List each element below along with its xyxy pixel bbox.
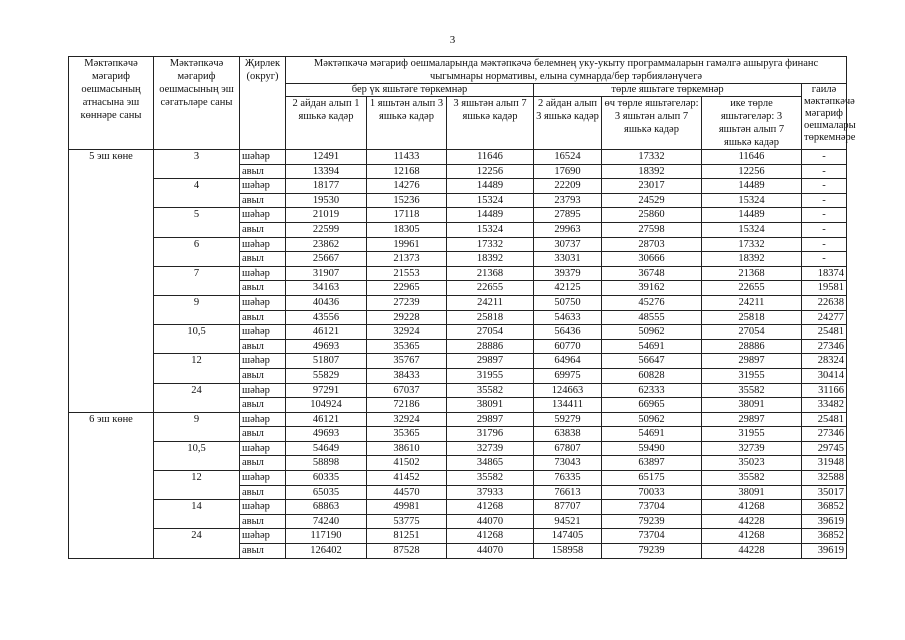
- value-cell: 68863: [286, 500, 367, 515]
- value-cell: 35582: [447, 471, 534, 486]
- value-cell: 58898: [286, 456, 367, 471]
- header-sub-col: 2 айдан алып 3 яшькә кадәр: [534, 97, 602, 150]
- value-cell: 32739: [702, 441, 802, 456]
- value-cell: 76613: [534, 485, 602, 500]
- value-cell: 19581: [802, 281, 847, 296]
- locality-cell: авыл: [240, 281, 286, 296]
- value-cell: 21553: [367, 266, 447, 281]
- value-cell: 63838: [534, 427, 602, 442]
- table-row: [69, 441, 847, 456]
- value-cell: 21373: [367, 252, 447, 267]
- locality-cell: авыл: [240, 310, 286, 325]
- value-cell: 74240: [286, 514, 367, 529]
- value-cell: 13394: [286, 164, 367, 179]
- value-cell: 46121: [286, 325, 367, 340]
- work-hours-cell: 24: [154, 529, 240, 558]
- locality-cell: шәһәр: [240, 237, 286, 252]
- value-cell: 72186: [367, 398, 447, 413]
- value-cell: 23793: [534, 193, 602, 208]
- value-cell: 25481: [802, 325, 847, 340]
- table-row: [69, 354, 847, 369]
- value-cell: 147405: [534, 529, 602, 544]
- table-row: [69, 237, 847, 252]
- work-hours-cell: 6: [154, 237, 240, 266]
- value-cell: 25860: [602, 208, 702, 223]
- locality-cell: авыл: [240, 427, 286, 442]
- value-cell: 32924: [367, 325, 447, 340]
- value-cell: 54691: [602, 339, 702, 354]
- value-cell: 67037: [367, 383, 447, 398]
- value-cell: 44228: [702, 544, 802, 559]
- locality-cell: шәһәр: [240, 354, 286, 369]
- value-cell: 76335: [534, 471, 602, 486]
- value-cell: 35767: [367, 354, 447, 369]
- value-cell: 32588: [802, 471, 847, 486]
- value-cell: 34865: [447, 456, 534, 471]
- value-cell: 46121: [286, 412, 367, 427]
- value-cell: 81251: [367, 529, 447, 544]
- value-cell: 33031: [534, 252, 602, 267]
- value-cell: 70033: [602, 485, 702, 500]
- value-cell: 97291: [286, 383, 367, 398]
- value-cell: 27598: [602, 222, 702, 237]
- value-cell: 29963: [534, 222, 602, 237]
- value-cell: 44070: [447, 544, 534, 559]
- value-cell: 12491: [286, 150, 367, 165]
- value-cell: 48555: [602, 310, 702, 325]
- value-cell: 35365: [367, 339, 447, 354]
- locality-cell: авыл: [240, 456, 286, 471]
- value-cell: 25667: [286, 252, 367, 267]
- value-cell: 73043: [534, 456, 602, 471]
- value-cell: 49981: [367, 500, 447, 515]
- value-cell: 30737: [534, 237, 602, 252]
- value-cell: -: [802, 237, 847, 252]
- value-cell: -: [802, 252, 847, 267]
- value-cell: 21019: [286, 208, 367, 223]
- value-cell: 49693: [286, 339, 367, 354]
- value-cell: 22638: [802, 295, 847, 310]
- value-cell: 17332: [602, 150, 702, 165]
- value-cell: 62333: [602, 383, 702, 398]
- value-cell: 63897: [602, 456, 702, 471]
- value-cell: 12256: [702, 164, 802, 179]
- header-sub-col: 2 айдан алып 1 яшькә кадәр: [286, 97, 367, 150]
- value-cell: 28703: [602, 237, 702, 252]
- value-cell: -: [802, 164, 847, 179]
- value-cell: 27054: [447, 325, 534, 340]
- value-cell: 73704: [602, 500, 702, 515]
- value-cell: 66965: [602, 398, 702, 413]
- value-cell: 39379: [534, 266, 602, 281]
- locality-cell: шәһәр: [240, 266, 286, 281]
- value-cell: 54691: [602, 427, 702, 442]
- locality-cell: авыл: [240, 398, 286, 413]
- value-cell: 50962: [602, 325, 702, 340]
- value-cell: 38091: [702, 398, 802, 413]
- value-cell: 14276: [367, 179, 447, 194]
- locality-cell: шәһәр: [240, 412, 286, 427]
- locality-cell: авыл: [240, 252, 286, 267]
- value-cell: 17332: [447, 237, 534, 252]
- value-cell: 56647: [602, 354, 702, 369]
- value-cell: 87707: [534, 500, 602, 515]
- header-locality: Җирлек (округ): [240, 57, 286, 150]
- value-cell: 39619: [802, 544, 847, 559]
- workdays-cell: 6 эш көне: [69, 412, 154, 558]
- value-cell: 17690: [534, 164, 602, 179]
- value-cell: 19961: [367, 237, 447, 252]
- table-row: [69, 471, 847, 486]
- value-cell: 31955: [447, 368, 534, 383]
- locality-cell: шәһәр: [240, 441, 286, 456]
- table-row: [69, 295, 847, 310]
- value-cell: 22209: [534, 179, 602, 194]
- value-cell: 41452: [367, 471, 447, 486]
- locality-cell: шәһәр: [240, 529, 286, 544]
- value-cell: 12168: [367, 164, 447, 179]
- locality-cell: авыл: [240, 544, 286, 559]
- value-cell: 11646: [702, 150, 802, 165]
- financing-norms-table: [68, 56, 856, 559]
- locality-cell: авыл: [240, 193, 286, 208]
- value-cell: 19530: [286, 193, 367, 208]
- work-hours-cell: 24: [154, 383, 240, 412]
- value-cell: 31955: [702, 427, 802, 442]
- value-cell: 24211: [447, 295, 534, 310]
- value-cell: 28886: [447, 339, 534, 354]
- value-cell: 16524: [534, 150, 602, 165]
- value-cell: 27054: [702, 325, 802, 340]
- value-cell: 25818: [447, 310, 534, 325]
- value-cell: 29745: [802, 441, 847, 456]
- locality-cell: шәһәр: [240, 325, 286, 340]
- value-cell: 25481: [802, 412, 847, 427]
- value-cell: 22965: [367, 281, 447, 296]
- value-cell: 24529: [602, 193, 702, 208]
- value-cell: 40436: [286, 295, 367, 310]
- value-cell: 34163: [286, 281, 367, 296]
- value-cell: 94521: [534, 514, 602, 529]
- value-cell: 22655: [447, 281, 534, 296]
- value-cell: 41268: [702, 529, 802, 544]
- value-cell: 14489: [447, 179, 534, 194]
- value-cell: 43556: [286, 310, 367, 325]
- value-cell: 29897: [702, 412, 802, 427]
- value-cell: 32924: [367, 412, 447, 427]
- header-same-age-groups: бер үк яшьтәге төркемнәр: [286, 84, 534, 97]
- value-cell: 104924: [286, 398, 367, 413]
- value-cell: 22655: [702, 281, 802, 296]
- locality-cell: шәһәр: [240, 150, 286, 165]
- value-cell: 24211: [702, 295, 802, 310]
- value-cell: -: [802, 222, 847, 237]
- value-cell: 39619: [802, 514, 847, 529]
- header-sub-col: ике төрле яшьтәгеләр: 3 яшьтән алып 7 яшькә кадәр: [702, 97, 802, 150]
- value-cell: 27346: [802, 339, 847, 354]
- value-cell: 31948: [802, 456, 847, 471]
- work-hours-cell: 5: [154, 208, 240, 237]
- value-cell: 38610: [367, 441, 447, 456]
- value-cell: 31166: [802, 383, 847, 398]
- value-cell: 15324: [447, 193, 534, 208]
- value-cell: 22599: [286, 222, 367, 237]
- value-cell: 17332: [702, 237, 802, 252]
- value-cell: 87528: [367, 544, 447, 559]
- header-sub-col: 3 яшьтән алып 7 яшькә кадәр: [447, 97, 534, 150]
- value-cell: 21368: [447, 266, 534, 281]
- value-cell: 65175: [602, 471, 702, 486]
- value-cell: 60770: [534, 339, 602, 354]
- table-body: [69, 150, 847, 559]
- value-cell: 31796: [447, 427, 534, 442]
- value-cell: 23862: [286, 237, 367, 252]
- value-cell: 44228: [702, 514, 802, 529]
- value-cell: 50962: [602, 412, 702, 427]
- locality-cell: авыл: [240, 368, 286, 383]
- value-cell: 18392: [702, 252, 802, 267]
- table-header: [69, 57, 856, 150]
- value-cell: 14489: [447, 208, 534, 223]
- locality-cell: авыл: [240, 222, 286, 237]
- work-hours-cell: 10,5: [154, 325, 240, 354]
- work-hours-cell: 7: [154, 266, 240, 295]
- workdays-cell: 5 эш көне: [69, 150, 154, 413]
- value-cell: 56436: [534, 325, 602, 340]
- value-cell: 21368: [702, 266, 802, 281]
- value-cell: 36748: [602, 266, 702, 281]
- table-row: [69, 208, 847, 223]
- value-cell: 60335: [286, 471, 367, 486]
- table-row: [69, 266, 847, 281]
- value-cell: 35582: [702, 383, 802, 398]
- work-hours-cell: 12: [154, 354, 240, 383]
- value-cell: 30414: [802, 368, 847, 383]
- locality-cell: шәһәр: [240, 295, 286, 310]
- value-cell: 35582: [447, 383, 534, 398]
- page-number: 3: [449, 34, 456, 46]
- value-cell: 11646: [447, 150, 534, 165]
- value-cell: 35023: [702, 456, 802, 471]
- value-cell: 39162: [602, 281, 702, 296]
- value-cell: 18305: [367, 222, 447, 237]
- value-cell: 41268: [447, 529, 534, 544]
- table-row: [69, 500, 847, 515]
- table-row: [69, 150, 847, 165]
- value-cell: 14489: [702, 208, 802, 223]
- locality-cell: шәһәр: [240, 500, 286, 515]
- value-cell: 23017: [602, 179, 702, 194]
- value-cell: 14489: [702, 179, 802, 194]
- value-cell: 18392: [447, 252, 534, 267]
- header-sub-col: өч төрле яшьтәгеләр: 3 яшьтән алып 7 яшькә кадәр: [602, 97, 702, 150]
- work-hours-cell: 3: [154, 150, 240, 179]
- table-row: [69, 529, 847, 544]
- table-row: [69, 179, 847, 194]
- value-cell: 69975: [534, 368, 602, 383]
- value-cell: 24277: [802, 310, 847, 325]
- value-cell: 126402: [286, 544, 367, 559]
- value-cell: 17118: [367, 208, 447, 223]
- value-cell: 59279: [534, 412, 602, 427]
- value-cell: 59490: [602, 441, 702, 456]
- value-cell: 64964: [534, 354, 602, 369]
- value-cell: 37933: [447, 485, 534, 500]
- value-cell: 44570: [367, 485, 447, 500]
- locality-cell: шәһәр: [240, 179, 286, 194]
- header-sub-col: 1 яшьтән алып 3 яшькә кадәр: [367, 97, 447, 150]
- value-cell: 33482: [802, 398, 847, 413]
- value-cell: 67807: [534, 441, 602, 456]
- value-cell: 44070: [447, 514, 534, 529]
- locality-cell: авыл: [240, 339, 286, 354]
- work-hours-cell: 14: [154, 500, 240, 529]
- value-cell: 49693: [286, 427, 367, 442]
- value-cell: -: [802, 150, 847, 165]
- value-cell: 124663: [534, 383, 602, 398]
- header-days: Мәктәпкәчә мәгариф оешмасының атнасына эш көннәре саны: [69, 57, 154, 150]
- locality-cell: шәһәр: [240, 383, 286, 398]
- value-cell: 35017: [802, 485, 847, 500]
- value-cell: 27895: [534, 208, 602, 223]
- value-cell: 15324: [702, 222, 802, 237]
- value-cell: 29897: [447, 354, 534, 369]
- value-cell: 30666: [602, 252, 702, 267]
- value-cell: 15236: [367, 193, 447, 208]
- value-cell: 29897: [702, 354, 802, 369]
- value-cell: 42125: [534, 281, 602, 296]
- value-cell: 27346: [802, 427, 847, 442]
- table-row: [69, 383, 847, 398]
- value-cell: 117190: [286, 529, 367, 544]
- locality-cell: шәһәр: [240, 471, 286, 486]
- value-cell: 79239: [602, 514, 702, 529]
- value-cell: 35582: [702, 471, 802, 486]
- value-cell: 158958: [534, 544, 602, 559]
- value-cell: 18392: [602, 164, 702, 179]
- value-cell: -: [802, 193, 847, 208]
- value-cell: 38433: [367, 368, 447, 383]
- locality-cell: авыл: [240, 514, 286, 529]
- header-hours: Мәктәпкәчә мәгариф оешмасының эш сәгатьләре саны: [154, 57, 240, 150]
- value-cell: 27239: [367, 295, 447, 310]
- value-cell: 12256: [447, 164, 534, 179]
- value-cell: 29228: [367, 310, 447, 325]
- value-cell: 15324: [447, 222, 534, 237]
- locality-cell: шәһәр: [240, 208, 286, 223]
- value-cell: 45276: [602, 295, 702, 310]
- table-row: [69, 325, 847, 340]
- value-cell: 29897: [447, 412, 534, 427]
- value-cell: 28324: [802, 354, 847, 369]
- value-cell: 31955: [702, 368, 802, 383]
- value-cell: 60828: [602, 368, 702, 383]
- value-cell: 38091: [447, 398, 534, 413]
- value-cell: 73704: [602, 529, 702, 544]
- header-mixed-age-groups: төрле яшьтәге төркемнәр: [534, 84, 802, 97]
- value-cell: 28886: [702, 339, 802, 354]
- value-cell: 54633: [534, 310, 602, 325]
- value-cell: 53775: [367, 514, 447, 529]
- value-cell: 36852: [802, 529, 847, 544]
- value-cell: 41268: [702, 500, 802, 515]
- value-cell: -: [802, 179, 847, 194]
- value-cell: 25818: [702, 310, 802, 325]
- value-cell: 51807: [286, 354, 367, 369]
- value-cell: 15324: [702, 193, 802, 208]
- value-cell: -: [802, 208, 847, 223]
- work-hours-cell: 12: [154, 471, 240, 500]
- locality-cell: авыл: [240, 164, 286, 179]
- value-cell: 41268: [447, 500, 534, 515]
- table-row: [69, 412, 847, 427]
- work-hours-cell: 9: [154, 295, 240, 324]
- value-cell: 18374: [802, 266, 847, 281]
- value-cell: 79239: [602, 544, 702, 559]
- value-cell: 11433: [367, 150, 447, 165]
- work-hours-cell: 9: [154, 412, 240, 441]
- header-main-title: Мәктәпкәчә мәгариф оешмаларында мәктәпкәчә белемнең уку-укыту программаларын гамәлгә ашыруга финанс чыгымнары нормативы, елына сумнарда/бер тәрбияләнүчегә: [286, 57, 847, 84]
- value-cell: 36852: [802, 500, 847, 515]
- value-cell: 55829: [286, 368, 367, 383]
- value-cell: 41502: [367, 456, 447, 471]
- value-cell: 35365: [367, 427, 447, 442]
- work-hours-cell: 10,5: [154, 441, 240, 470]
- header-family-groups: гаилә мәктәпкәчә мәгариф оешмалары төркемнәре: [802, 84, 847, 150]
- value-cell: 32739: [447, 441, 534, 456]
- value-cell: 54649: [286, 441, 367, 456]
- value-cell: 50750: [534, 295, 602, 310]
- value-cell: 31907: [286, 266, 367, 281]
- value-cell: 65035: [286, 485, 367, 500]
- work-hours-cell: 4: [154, 179, 240, 208]
- locality-cell: авыл: [240, 485, 286, 500]
- value-cell: 18177: [286, 179, 367, 194]
- value-cell: 134411: [534, 398, 602, 413]
- value-cell: 38091: [702, 485, 802, 500]
